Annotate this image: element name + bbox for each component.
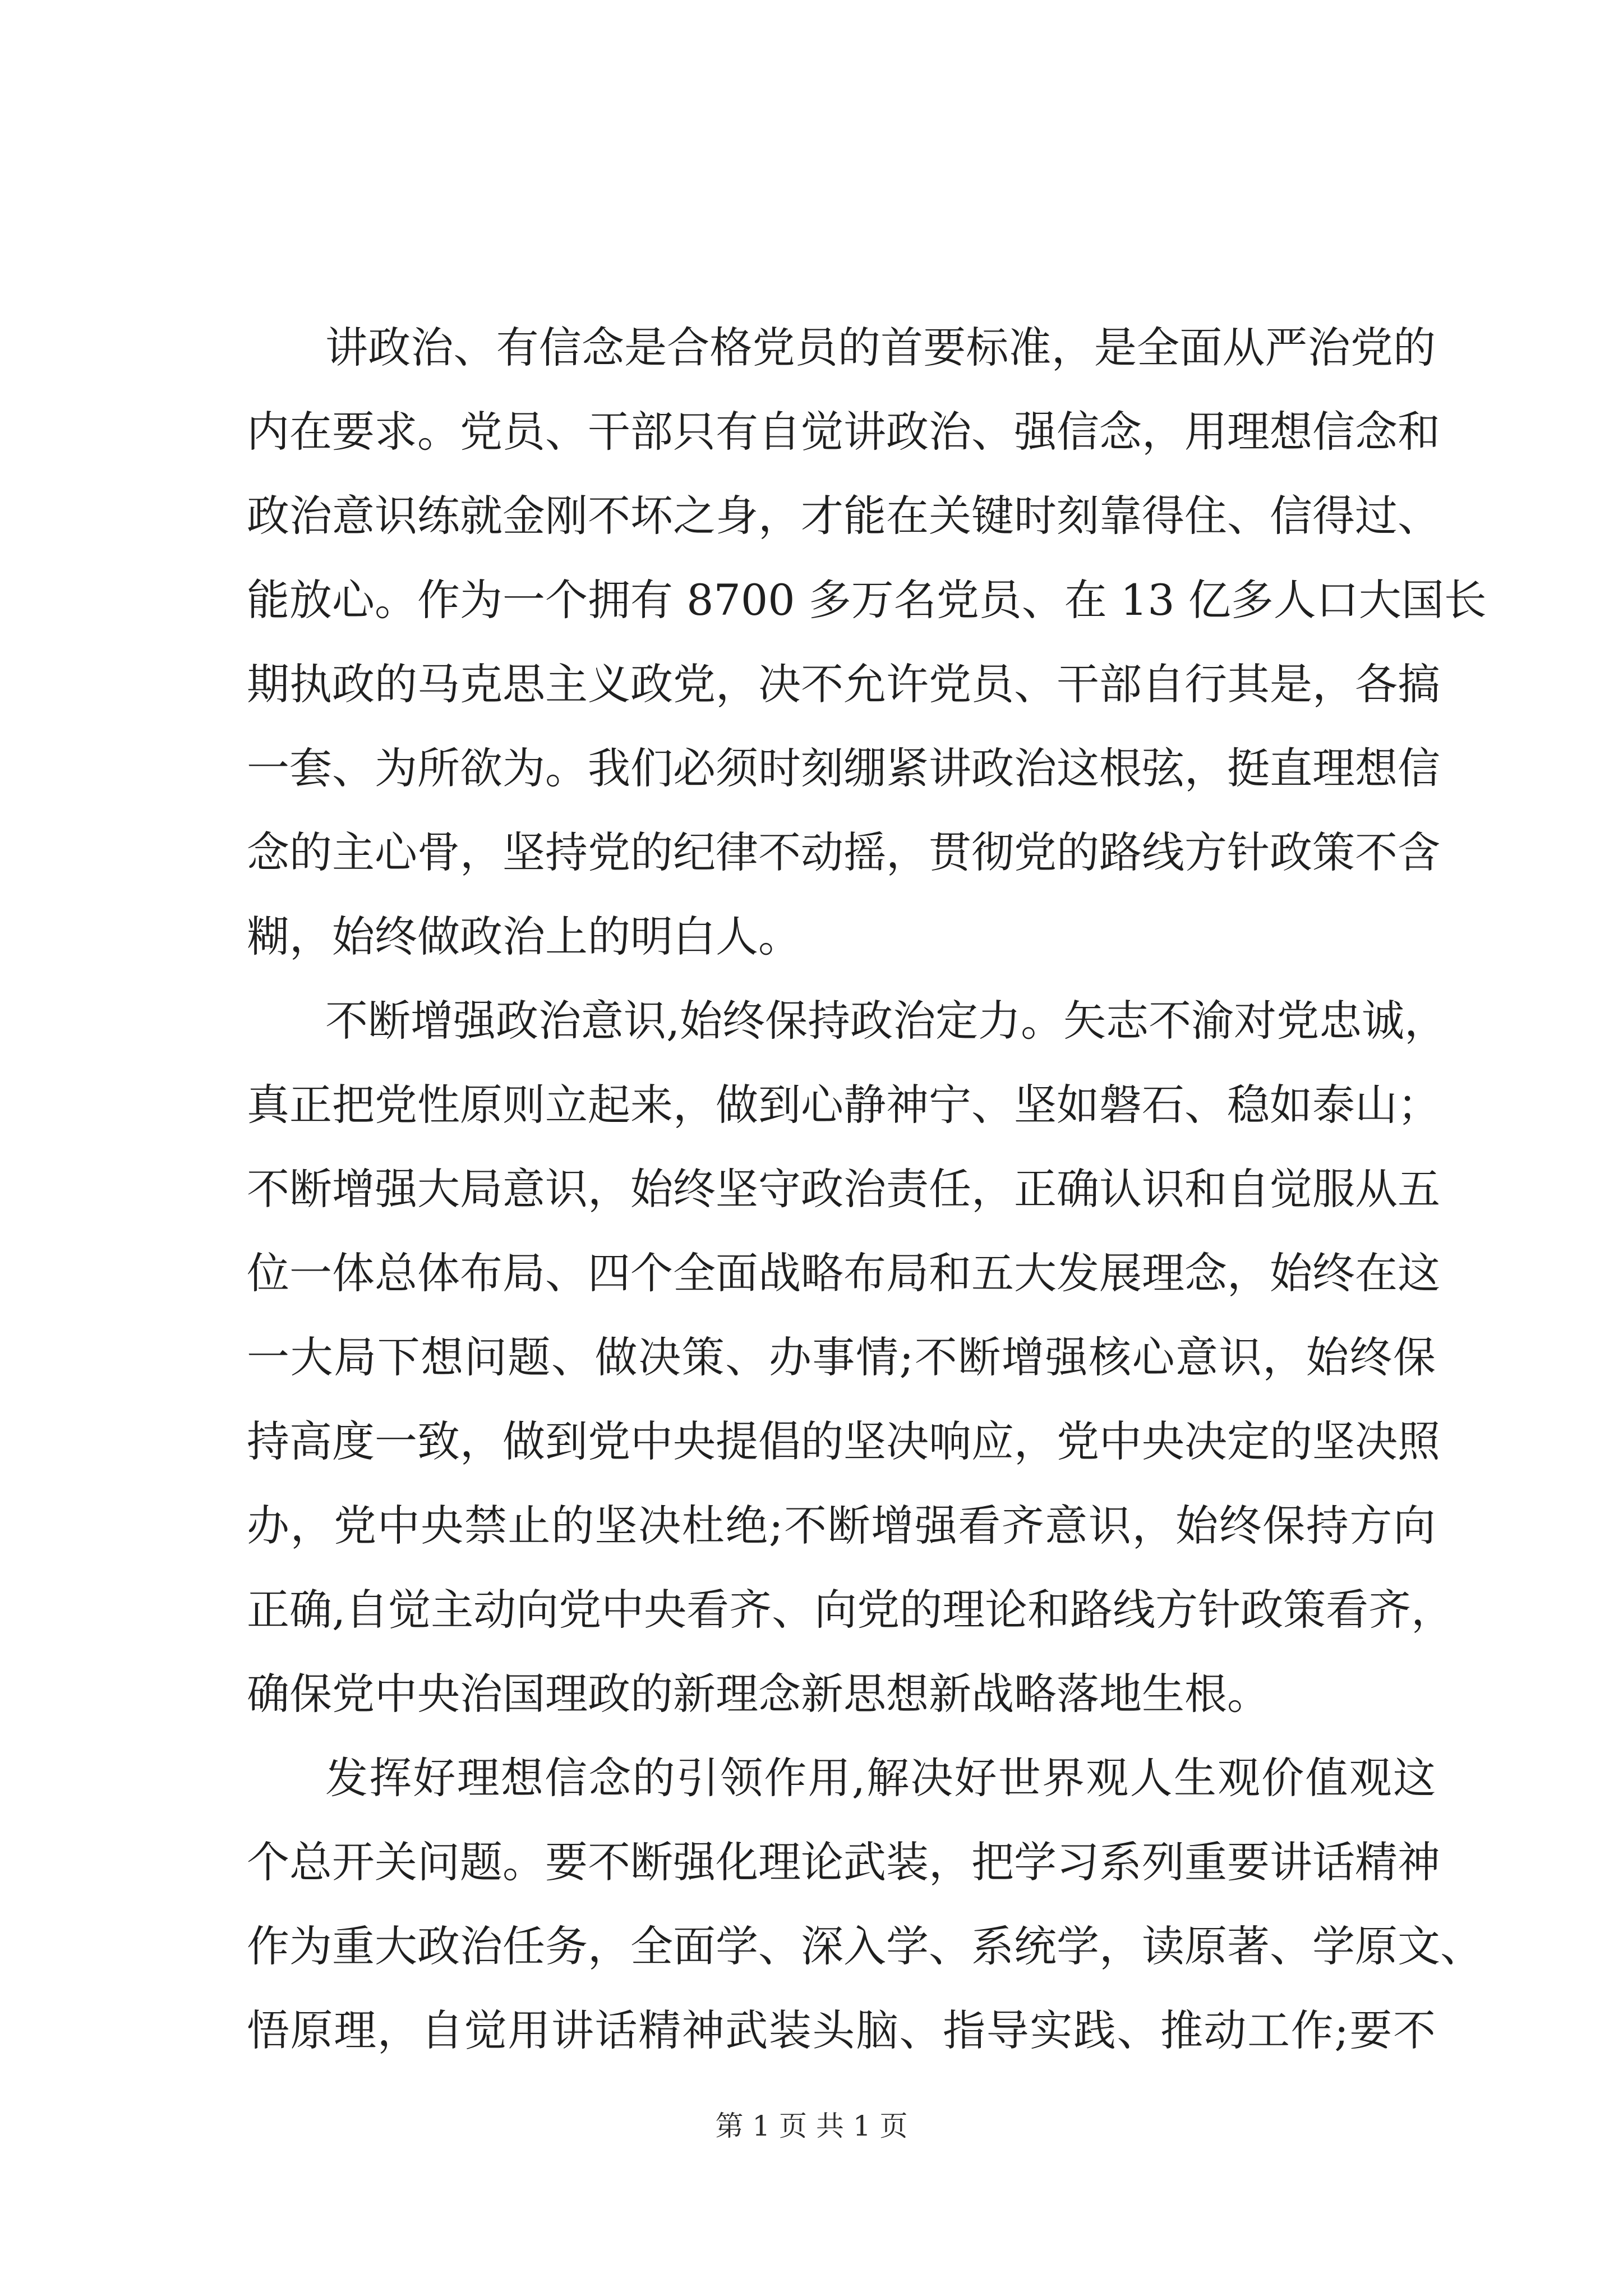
text-line: 悟原理，自觉用讲话精神武装头脑、指导实践、推动工作;要不 (247, 2005, 1436, 2055)
text-line: 发挥好理想信念的引领作用,解决好世界观人生观价值观这 (325, 1753, 1436, 1803)
text-line: 内在要求。党员、干部只有自觉讲政治、强信念，用理想信念和 (247, 407, 1440, 457)
text-line: 个总开关问题。要不断强化理论武装，把学习系列重要讲话精神 (247, 1837, 1440, 1887)
page-footer: 第 1 页 共 1 页 (715, 2110, 908, 2142)
text-line: 一套、为所欲为。我们必须时刻绷紧讲政治这根弦，挺直理想信 (247, 743, 1440, 793)
text-line: 期执政的马克思主义政党，决不允许党员、干部自行其是，各搞 (247, 659, 1440, 709)
text-line: 念的主心骨，坚持党的纪律不动摇，贯彻党的路线方针政策不含 (247, 827, 1440, 877)
text-line: 正确,自觉主动向党中央看齐、向党的理论和路线方针政策看齐， (247, 1585, 1454, 1635)
text-line: 不断增强政治意识,始终保持政治定力。矢志不渝对党忠诚， (325, 996, 1447, 1046)
text-line: 讲政治、有信念是合格党员的首要标准，是全面从严治党的 (325, 323, 1436, 372)
text-line: 作为重大政治任务，全面学、深入学、系统学，读原著、学原文、 (247, 1921, 1483, 1971)
text-line: 办，党中央禁止的坚决杜绝;不断增强看齐意识，始终保持方向 (247, 1501, 1436, 1550)
text-line: 一大局下想问题、做决策、办事情;不断增强核心意识，始终保 (247, 1332, 1436, 1382)
text-line: 政治意识练就金刚不坏之身，才能在关键时刻靠得住、信得过、 (247, 491, 1440, 541)
text-line: 不断增强大局意识，始终坚守政治责任，正确认识和自觉服从五 (247, 1164, 1440, 1214)
text-line: 糊，始终做政治上的明白人。 (247, 912, 801, 961)
text-line: 能放心。作为一个拥有 8700 多万名党员、在 13 亿多人口大国长 (247, 575, 1487, 625)
text-line: 持高度一致，做到党中央提倡的坚决响应，党中央决定的坚决照 (247, 1416, 1440, 1466)
text-line: 位一体总体布局、四个全面战略布局和五大发展理念，始终在这 (247, 1248, 1440, 1298)
text-line: 真正把党性原则立起来，做到心静神宁、坚如磐石、稳如泰山； (247, 1080, 1440, 1130)
text-line: 确保党中央治国理政的新理念新思想新战略落地生根。 (247, 1669, 1270, 1719)
